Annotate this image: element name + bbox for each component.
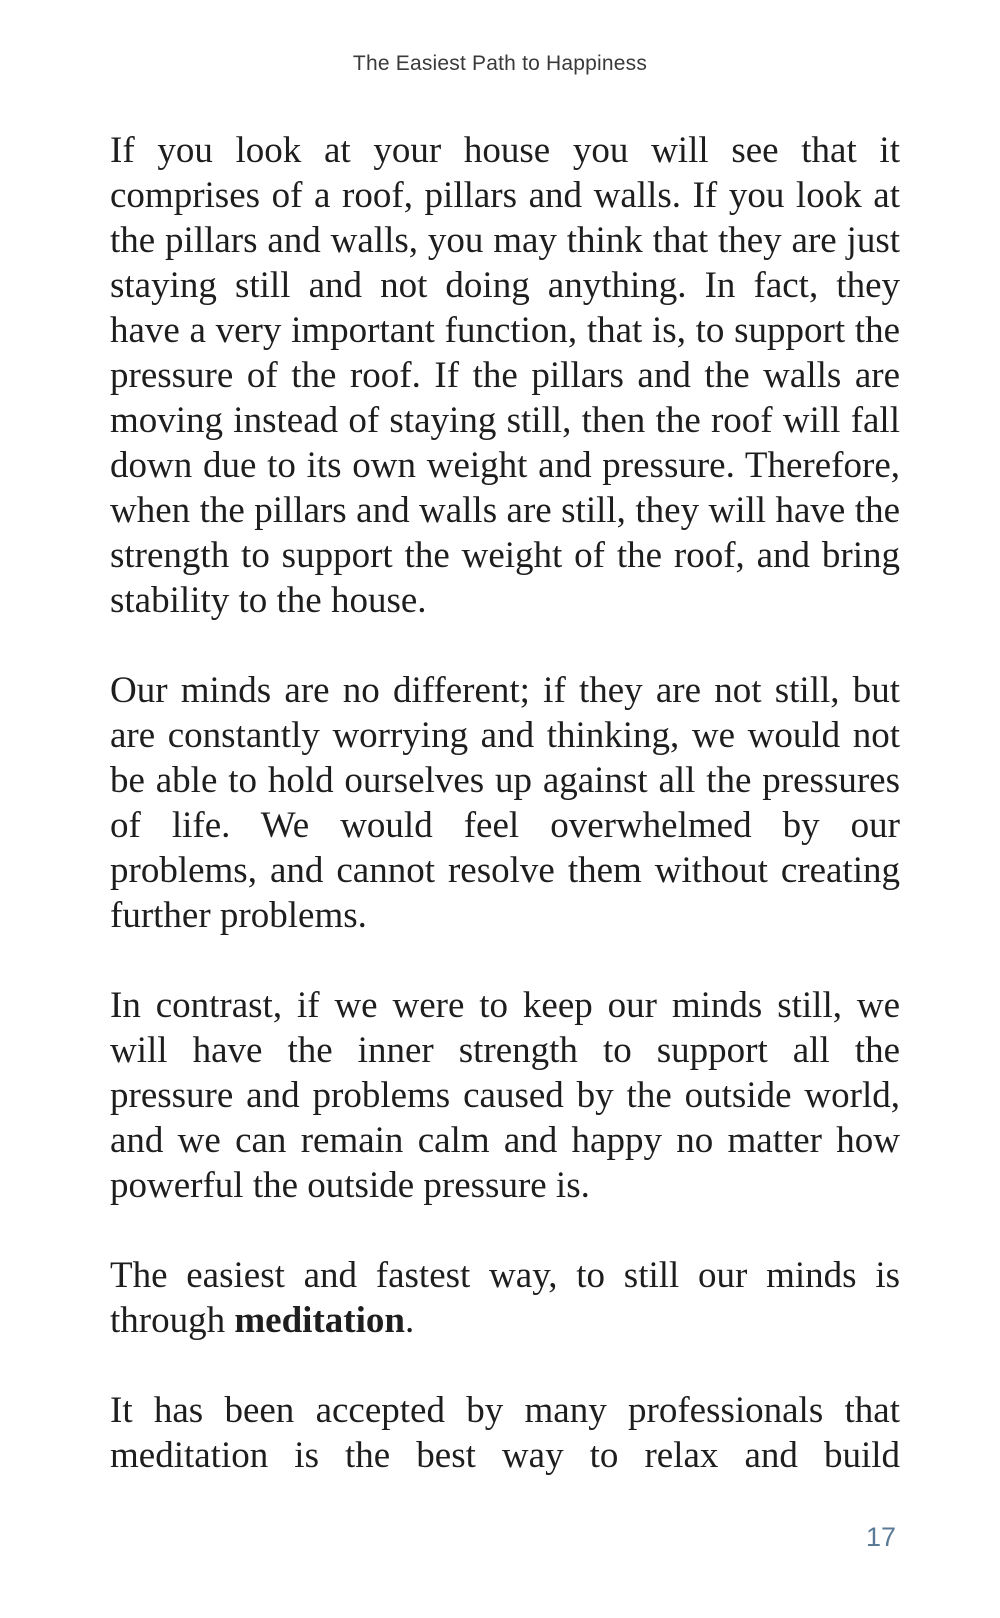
body-text (110, 128, 900, 1478)
meditation-text-before: The easiest and fastest way, to still our minds is through (110, 1255, 900, 1341)
paragraph-in-contrast: In contrast, if we were to keep our minds still, we will have the inner strength to support all the pressure and problems caused by the outside world, and we can remain calm and happy no matter how powerful the outside pressure is. (110, 985, 900, 1206)
meditation-text-after: . (404, 1300, 415, 1341)
running-header-title: The Easiest Path to Happiness (352, 52, 648, 75)
paragraph-minds-no-different: Our minds are no different; if they are not still, but are constantly worrying and thinking, we would not be able to hold ourselves up against all the pressures of life. We would feel overwhelmed by our problems, and cannot resolve them without creating further problems. (110, 670, 900, 936)
paragraph-house-analogy: If you look at your house you will see that it comprises of a roof, pillars and walls. If you look at the pillars and walls, you may think that they are just staying still and not doing anything. In fact, they have a very important function, that is, to support the pressure of the roof. If the pillars and the walls are moving instead of staying still, then the roof will fall down due to its own weight and pressure. Therefore, when the pillars and walls are still, they will have the strength to support the weight of the roof, and bring stability to the house. (110, 130, 900, 621)
paragraph-professionals: It has been accepted by many professionals that meditation is the best way to relax and build (110, 1390, 900, 1476)
meditation-emphasis: meditation (234, 1300, 405, 1341)
page-number: 17 (865, 1522, 896, 1552)
paragraph-meditation-way (110, 1253, 900, 1343)
